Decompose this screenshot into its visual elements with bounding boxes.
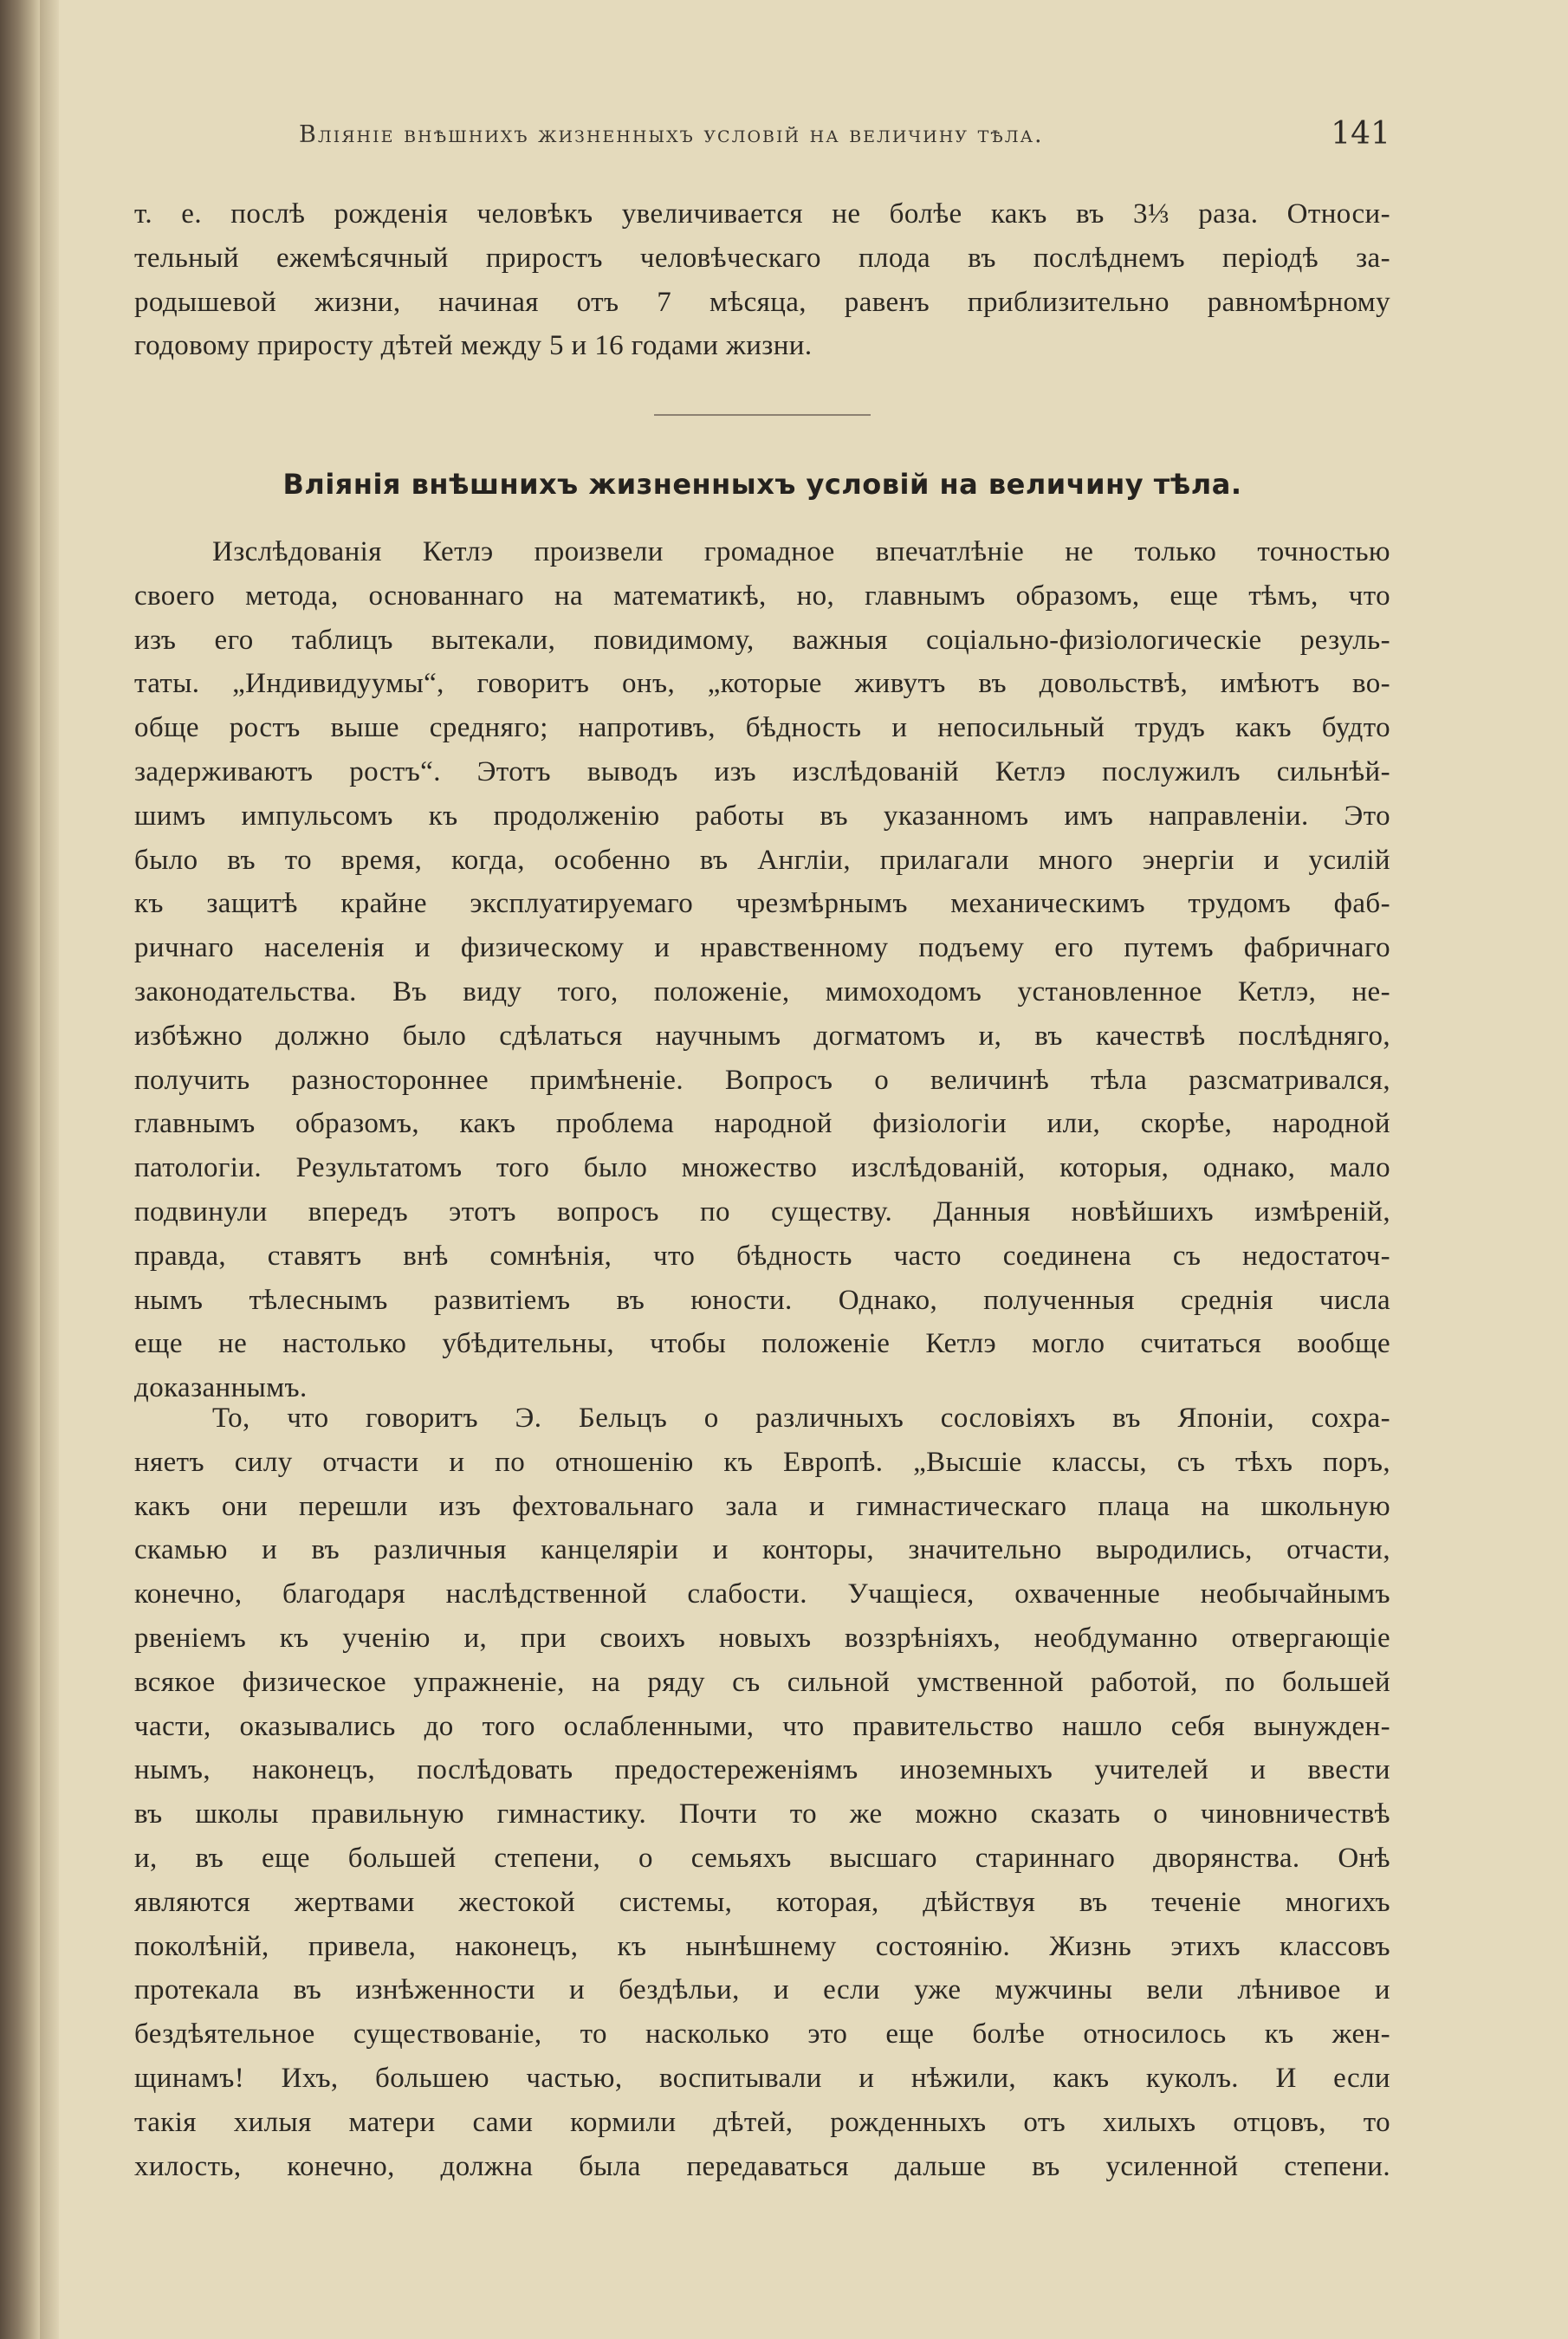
text-line: получить разностороннее примѣненіе. Вопросъ о величинѣ тѣла разсматривался, [134, 1064, 1390, 1096]
text-line: тельный ежемѣсячный приростъ человѣческаго плода въ послѣднемъ періодѣ за- [134, 242, 1390, 274]
text-line: подвинули впередъ этотъ вопросъ по существу. Данныя новѣйшихъ измѣреній, [134, 1195, 1390, 1228]
text-line: части, оказывались до того ослабленными, что правительство нашло себя вынужден- [134, 1710, 1390, 1742]
text-line: къ защитѣ крайне эксплуатируемаго чрезмѣрнымъ механическимъ трудомъ фаб- [134, 888, 1390, 920]
text-line: т. е. послѣ рожденія человѣкъ увеличивается не болѣе какъ въ 3⅓ раза. Относи- [134, 198, 1390, 230]
paragraph-1 [134, 530, 1390, 1410]
text-line: своего метода, основаннаго на математикѣ, но, главнымъ образомъ, еще тѣмъ, что [134, 580, 1390, 612]
text-line: нымъ, наконецъ, послѣдовать предостереженіямъ иноземныхъ учителей и ввести [134, 1754, 1390, 1786]
text-line: таты. „Индивидуумы“, говоритъ онъ, „которые живутъ въ довольствѣ, имѣютъ во- [134, 668, 1390, 700]
text-line: избѣжно должно было сдѣлаться научнымъ догматомъ и, въ качествѣ послѣдняго, [134, 1020, 1390, 1052]
text-line: Изслѣдованія Кетлэ произвели громадное впечатлѣніе не только точностью [212, 536, 1390, 567]
text-line: изъ его таблицъ вытекали, повидимому, важныя соціально-физіологическіе резуль- [134, 624, 1390, 656]
gutter-shadow [40, 0, 59, 2339]
text-line: годовому приросту дѣтей между 5 и 16 годами жизни. [134, 330, 813, 362]
text-line: еще не настолько убѣдительны, чтобы положеніе Кетлэ могло считаться вообще [134, 1328, 1390, 1360]
paragraph-2 [134, 1396, 1390, 2188]
text-line: обще ростъ выше средняго; напротивъ, бѣдность и непосильный трудъ какъ будто [134, 712, 1390, 744]
text-line: задерживаютъ ростъ“. Этотъ выводъ изъ изслѣдованій Кетлэ послужилъ сильнѣй- [134, 755, 1390, 787]
text-line: бездѣятельное существованіе, то насколько это еще болѣе относилось къ жен- [134, 2018, 1390, 2051]
text-line: и, въ еще большей степени, о семьяхъ высшаго стариннаго дворянства. Онѣ [134, 1842, 1390, 1874]
text-line: щинамъ! Ихъ, большею частью, воспитывали и нѣжили, какъ куколъ. И если [134, 2062, 1390, 2094]
text-line: являются жертвами жестокой системы, которая, дѣйствуя въ теченіе многихъ [134, 1886, 1390, 1918]
text-line: няетъ силу отчасти и по отношенію къ Европѣ. „Высшіе классы, съ тѣхъ поръ, [134, 1446, 1390, 1478]
text-line: скамью и въ различныя канцеляріи и конторы, значительно выродились, отчасти, [134, 1534, 1390, 1566]
text-line: всякое физическое упражненіе, на ряду съ сильной умственной работой, по большей [134, 1666, 1390, 1698]
running-title: Вліяніе внѣшнихъ жизненныхъ условій на величину тѣла. [299, 121, 1044, 148]
text-line: такія хилыя матери сами кормили дѣтей, рожденныхъ отъ хилыхъ отцовъ, то [134, 2106, 1390, 2138]
text-line: доказаннымъ. [134, 1372, 308, 1404]
text-line: родышевой жизни, начиная отъ 7 мѣсяца, равенъ приблизительно равномѣрному [134, 286, 1390, 318]
text-line: правда, ставятъ внѣ сомнѣнія, что бѣдность часто соединена съ недостаточ- [134, 1240, 1390, 1272]
text-line: конечно, благодаря наслѣдственной слабости. Учащіеся, охваченные необычайнымъ [134, 1578, 1390, 1610]
text-line: хилость, конечно, должна была передаваться дальше въ усиленной степени. [134, 2150, 1390, 2182]
text-line: протекала въ изнѣженности и бездѣльи, и если уже мужчины вели лѣнивое и [134, 1974, 1390, 2006]
text-line: ричнаго населенія и физическому и нравственному подъему его путемъ фабричнаго [134, 932, 1390, 964]
text-line: То, что говоритъ Э. Бельцъ о различныхъ сословіяхъ въ Японіи, сохра- [212, 1403, 1390, 1434]
section-divider [654, 414, 871, 416]
text-line: въ школы правильную гимнастику. Почти то же можно сказать о чиновничествѣ [134, 1798, 1390, 1830]
intro-paragraph [134, 192, 1390, 368]
text-line: поколѣній, привела, наконецъ, къ нынѣшнему состоянію. Жизнь этихъ классовъ [134, 1930, 1390, 1962]
running-header [299, 111, 1390, 163]
text-line: законодательства. Въ виду того, положеніе, мимоходомъ установленное Кетлэ, не- [134, 975, 1390, 1008]
text-line: главнымъ образомъ, какъ проблема народной физіологіи или, скорѣе, народной [134, 1108, 1390, 1140]
book-binding-edge [0, 0, 40, 2339]
text-line: было въ то время, когда, особенно въ Англіи, прилагали много энергіи и усилій [134, 844, 1390, 876]
text-line: рвеніемъ къ ученію и, при своихъ новыхъ воззрѣніяхъ, необдуманно отвергающіе [134, 1622, 1390, 1654]
page-number: 141 [1331, 116, 1390, 152]
text-line: какъ они перешли изъ фехтовальнаго зала и гимнастическаго плаца на школьную [134, 1490, 1390, 1522]
text-line: патологіи. Результатомъ того было множество изслѣдованій, которыя, однако, мало [134, 1152, 1390, 1184]
text-line: шимъ импульсомъ къ продолженію работы въ указанномъ имъ направленіи. Это [134, 800, 1390, 832]
text-line: нымъ тѣлеснымъ развитіемъ въ юности. Однако, полученныя среднія числа [134, 1284, 1390, 1316]
section-heading: Вліянія внѣшнихъ жизненныхъ условій на величину тѣла. [282, 468, 1242, 501]
